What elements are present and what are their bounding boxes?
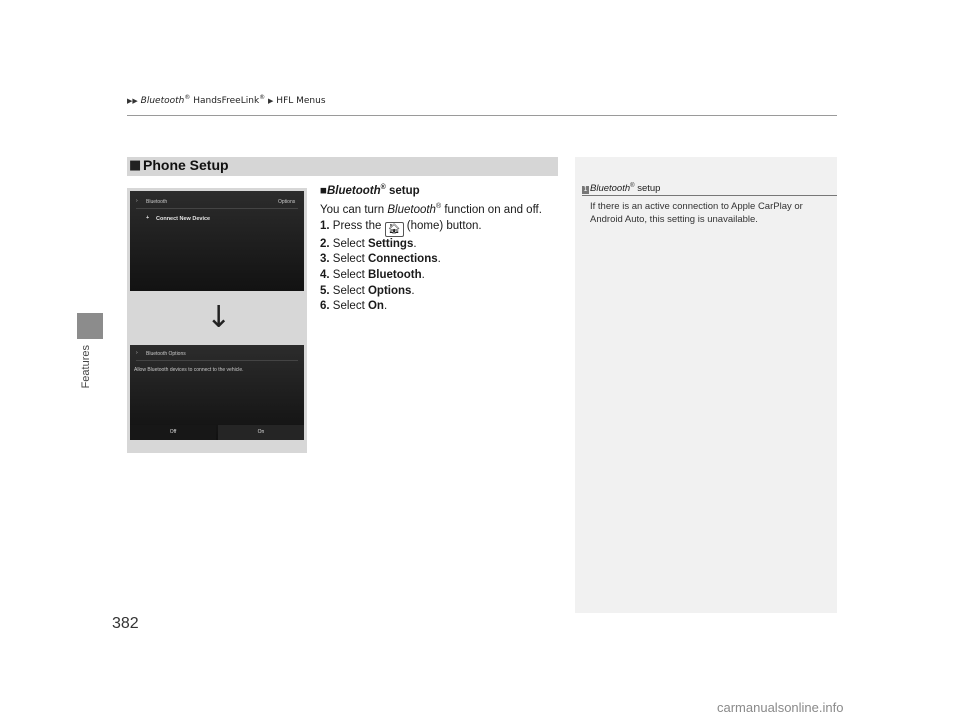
back-chevron-icon: › — [136, 350, 138, 356]
step-text: Select — [332, 284, 368, 297]
step-5 — [320, 284, 565, 300]
on-button — [218, 425, 304, 440]
section-marker-icon: ■ — [129, 158, 142, 173]
options-description: Allow Bluetooth devices to connect to the vehicle. — [134, 367, 244, 373]
step-1 — [320, 219, 565, 237]
step-target: Connections — [367, 253, 438, 266]
registered-mark: ® — [259, 94, 266, 101]
step-text: . — [411, 284, 415, 297]
step-number: 2. — [320, 237, 330, 250]
bluetooth-options-screen — [130, 345, 304, 440]
registered-mark: ® — [630, 183, 635, 189]
step-number: 4. — [320, 269, 330, 282]
note-rule — [582, 195, 837, 196]
step-number: 6. — [320, 300, 330, 313]
on-label: On — [257, 429, 265, 435]
breadcrumb-arrow-icon: ▶ — [268, 97, 274, 105]
chapter-tab-label: Features — [80, 345, 92, 389]
step-3 — [320, 252, 565, 268]
step-text: . — [383, 300, 388, 313]
intro-word: Bluetooth — [387, 204, 436, 217]
step-2 — [320, 237, 565, 253]
registered-mark: ® — [184, 94, 191, 101]
note-title — [582, 183, 660, 194]
breadcrumb-arrow-icon: ▶▶ — [127, 97, 138, 105]
screen-title: Bluetooth Options — [146, 351, 186, 357]
off-label: Off — [169, 429, 177, 435]
back-chevron-icon: › — [136, 198, 138, 204]
down-arrow-icon: ↓ — [206, 300, 232, 335]
screen-divider — [136, 208, 298, 209]
heading-marker-icon: ■ — [320, 184, 327, 197]
step-text: . — [421, 269, 425, 282]
heading-word: Bluetooth — [326, 184, 381, 197]
note-body: If there is an active connection to Apple CarPlay or Android Auto, this setting is unavailable. — [590, 201, 803, 225]
options-label: Options — [278, 199, 296, 205]
step-number: 3. — [320, 253, 330, 266]
registered-mark: ® — [435, 203, 442, 211]
step-text: Press the — [332, 219, 385, 232]
step-text: . — [413, 237, 417, 250]
chapter-tab-marker — [77, 313, 103, 339]
bluetooth-screen — [130, 191, 304, 291]
step-text: Select — [332, 269, 368, 282]
plus-icon: + — [146, 215, 150, 221]
step-4 — [320, 268, 565, 284]
breadcrumb-bluetooth: Bluetooth — [140, 96, 185, 106]
breadcrumb-hfl-menus: HFL Menus — [276, 96, 326, 106]
note-icon: 1 — [583, 186, 588, 194]
step-number: 1. — [320, 219, 330, 232]
subsection-heading — [320, 180, 565, 199]
breadcrumb — [127, 94, 326, 106]
step-target: Bluetooth — [367, 269, 422, 282]
heading-rest: setup — [385, 184, 420, 197]
step-target: On — [367, 300, 384, 313]
home-icon: 🏠︎ — [385, 222, 404, 237]
step-text: (home) button. — [403, 219, 482, 232]
note-title-rest: setup — [634, 183, 661, 195]
step-target: Options — [367, 284, 412, 297]
intro-part: You can turn — [320, 204, 388, 217]
screen-title: Bluetooth — [146, 199, 168, 205]
section-title: Phone Setup — [143, 157, 229, 173]
step-text: Select — [332, 253, 368, 266]
step-text: Select — [332, 300, 368, 313]
note-title-word: Bluetooth — [590, 183, 631, 195]
connect-new-device-item: Connect New Device — [156, 216, 211, 222]
breadcrumb-handsfreelink: HandsFreeLink — [193, 96, 260, 106]
step-target: Settings — [367, 237, 414, 250]
step-text: . — [437, 253, 441, 266]
section-header — [127, 157, 558, 176]
registered-mark: ® — [380, 184, 386, 191]
instructions — [320, 180, 565, 315]
step-text: Select — [332, 237, 368, 250]
step-6 — [320, 299, 565, 315]
intro-part: function on and off. — [441, 204, 542, 217]
off-button — [130, 425, 216, 440]
watermark: carmanualsonline.info — [717, 700, 844, 715]
screen-divider — [136, 360, 298, 361]
intro-text — [320, 199, 565, 218]
header-rule — [127, 115, 837, 116]
step-number: 5. — [320, 284, 330, 297]
page-number: 382 — [112, 615, 139, 632]
